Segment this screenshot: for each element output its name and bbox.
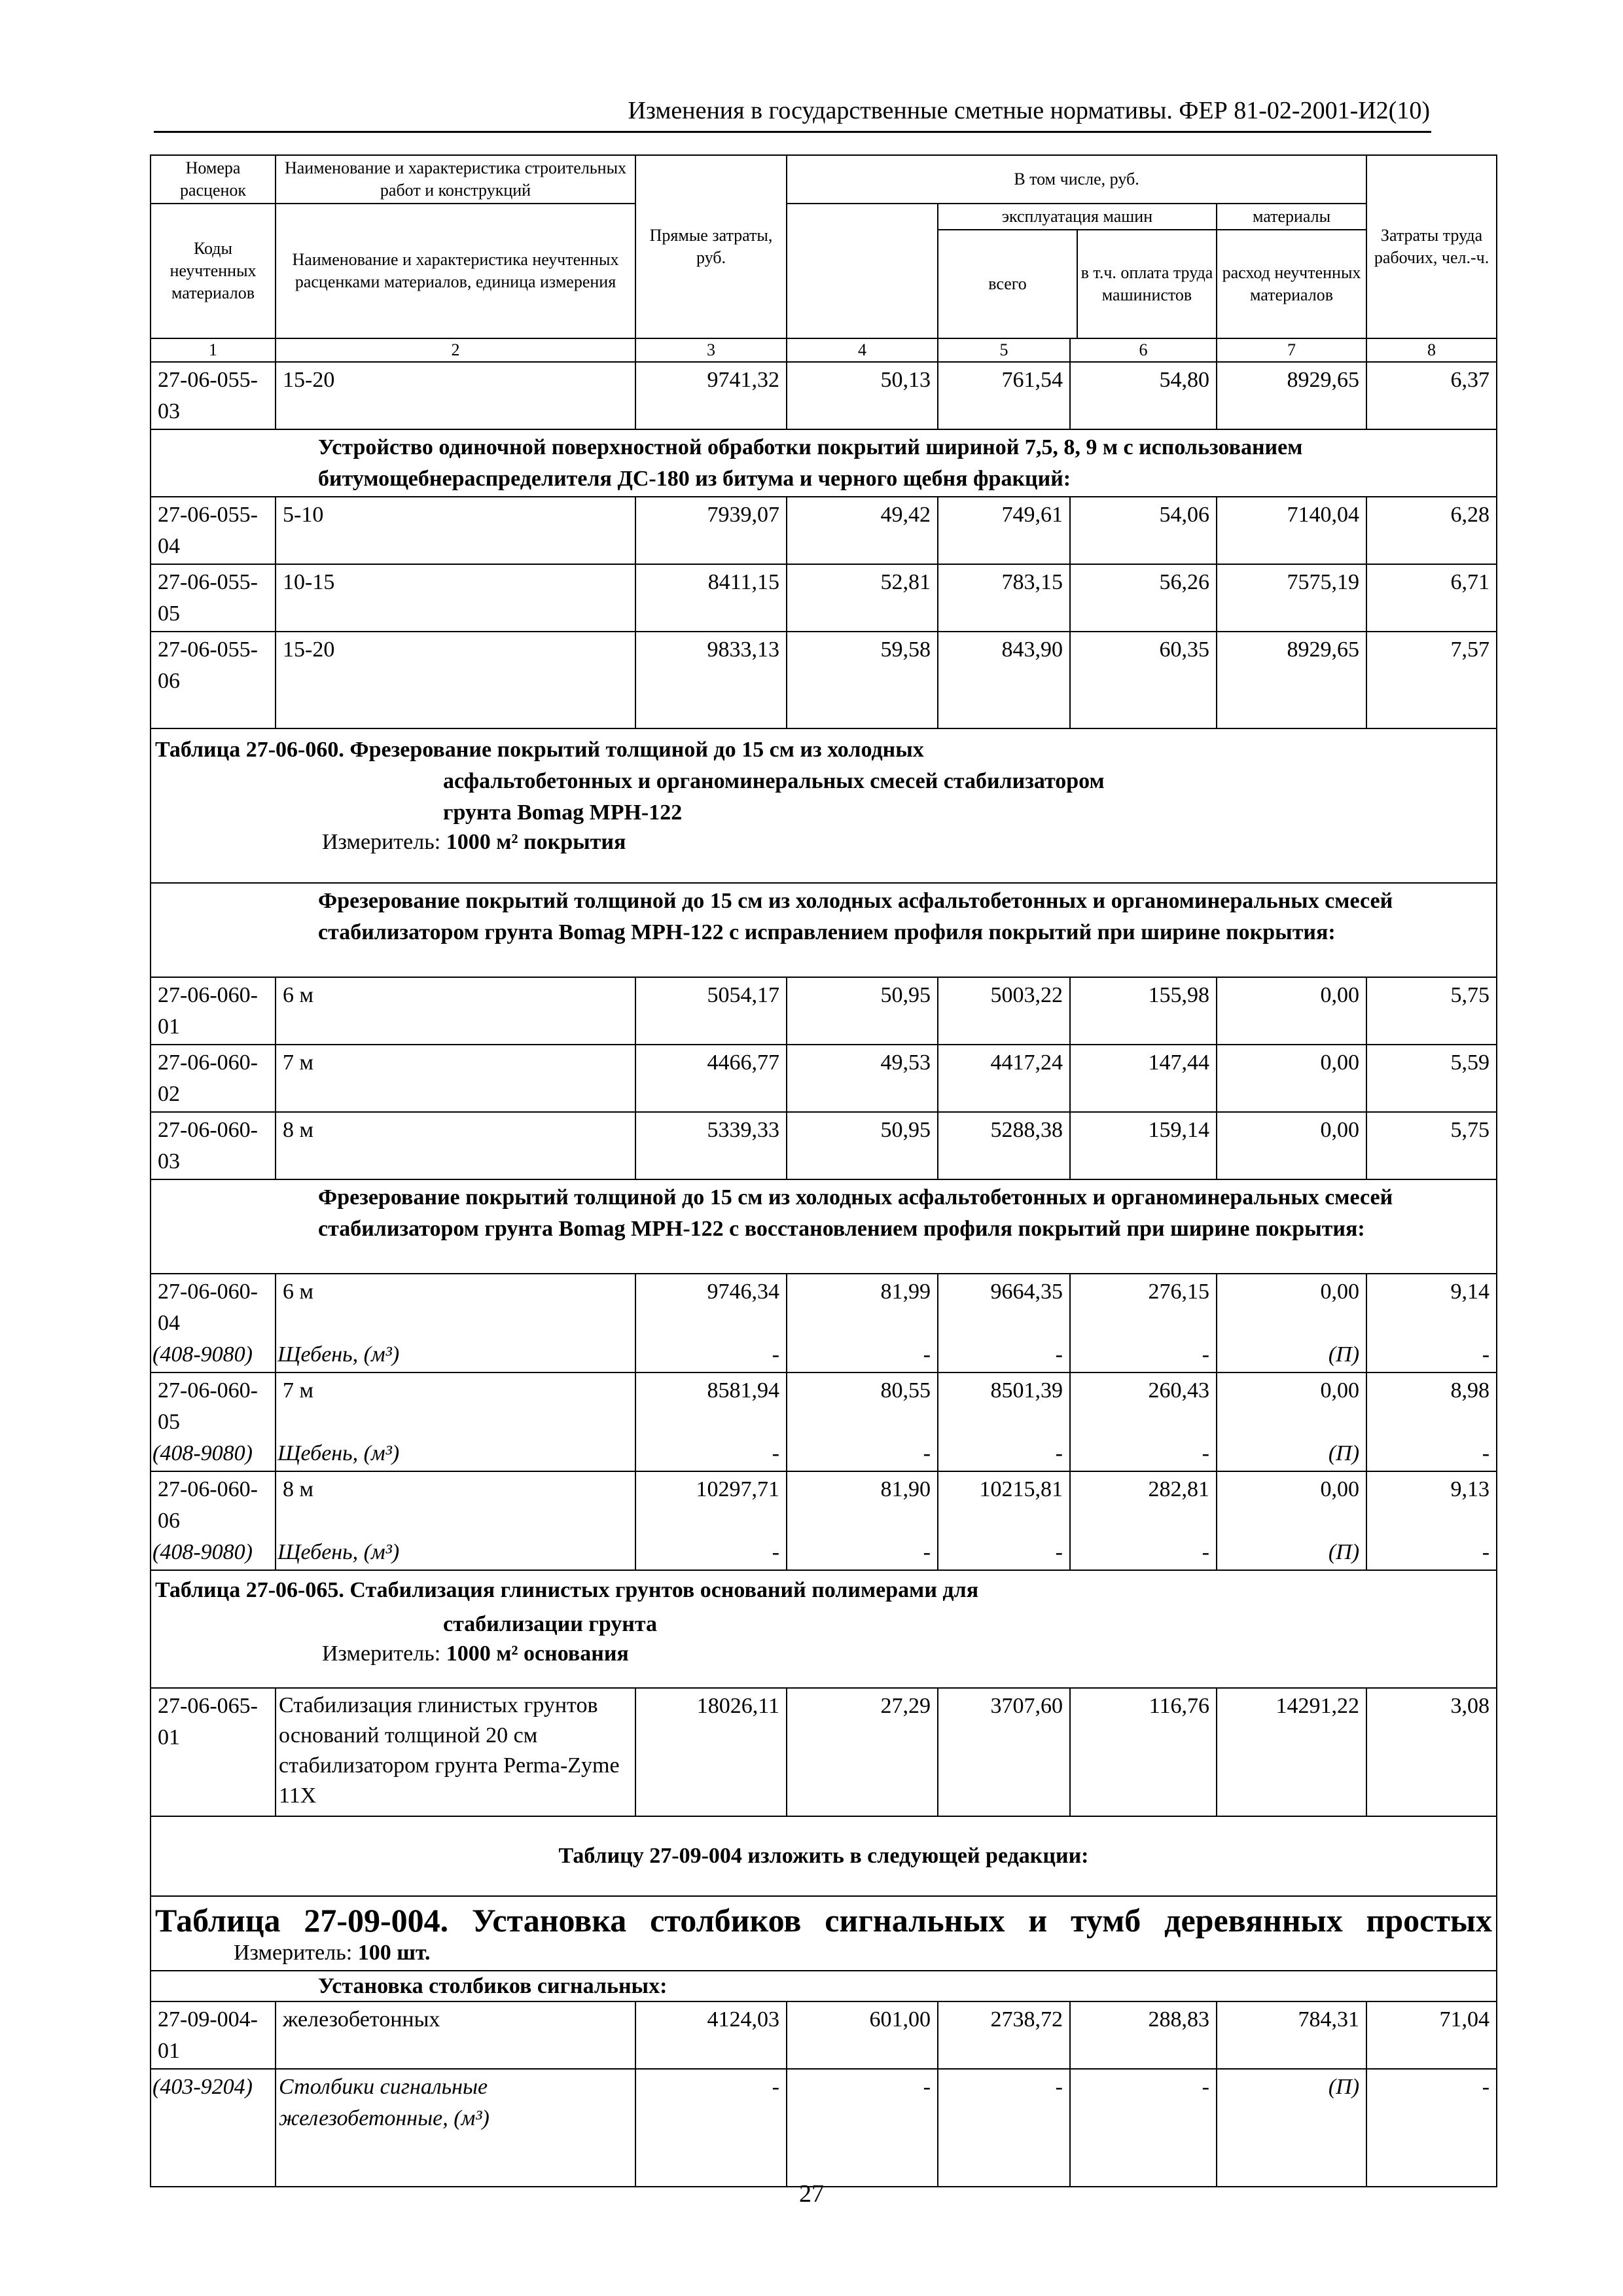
labor-hours: 9,14 [1450,1280,1490,1304]
direct-cost: 8411,15 [635,564,787,632]
rate-code: 27-06-060-01 [151,977,276,1045]
material-code: (408-9080) [152,1342,253,1367]
labor-pay: 80,55 [880,1378,931,1403]
labor-pay: 52,81 [787,564,938,632]
material-value: - [1482,1441,1490,1465]
col-head-machines-total: всего [938,230,1077,338]
page-number: 27 [799,2180,824,2208]
machinist-pay: 147,44 [1070,1045,1217,1112]
labor-hours: 6,28 [1366,497,1497,564]
table-row [151,497,1497,564]
table-row [151,2069,1497,2187]
material-code: (408-9080) [152,1540,253,1564]
col-number: 2 [276,338,635,362]
labor-pay: 49,53 [787,1045,938,1112]
labor-pay: 49,42 [787,497,938,564]
material-value: - [1202,1540,1209,1564]
col-head-material-codes: Коды неучтенных материалов [151,204,276,338]
table-title: Таблица 27-09-004. Установка столбиков сигнальных и тумб деревянных простых [155,1902,1492,1939]
table-row [151,564,1497,632]
labor-pay: 50,95 [787,977,938,1045]
material-value: - [1366,2069,1497,2187]
machinist-pay: 116,76 [1070,1688,1217,1816]
table-row [151,632,1497,728]
measure-unit: Измеритель: 100 шт. [234,1941,431,1965]
materials: 784,31 [1217,2001,1366,2069]
col-number: 3 [635,338,787,362]
materials: 7575,19 [1217,564,1366,632]
col-number: 4 [787,338,938,362]
labor-hours: 5,59 [1366,1045,1497,1112]
material-value: - [938,2069,1070,2187]
material-value: (П) [1328,1342,1360,1367]
labor-pay: 81,90 [880,1477,931,1501]
table-row [151,977,1497,1045]
labor-pay: 59,58 [787,632,938,728]
rate-name: 6 м [276,977,635,1045]
rate-name: Стабилизация глинистых грунтов оснований толщиной 20 см стабилизатором грунта Perma-Zyme 11X [276,1688,635,1816]
table-row [151,2001,1497,2069]
table-title-cont: стабилизации грунта [443,1612,658,1636]
materials: 0,00 [1217,1112,1366,1179]
material-value: (П) [1217,2069,1366,2187]
rate-name: 7 м [276,1045,635,1112]
rate-name: 6 м [283,1280,314,1304]
rate-code: 27-06-055-06 [151,632,276,728]
machines-total: 10215,81 [979,1477,1063,1501]
labor-hours: 3,08 [1366,1688,1497,1816]
measure-unit: Измеритель: 1000 м² основания [322,1641,629,1666]
material-value: - [923,1342,931,1367]
header-rule [154,131,1431,133]
materials: 7140,04 [1217,497,1366,564]
rate-name: 8 м [283,1477,314,1501]
rate-name: 8 м [276,1112,635,1179]
machines-total: 3707,60 [938,1688,1070,1816]
material-value: - [1482,1540,1490,1564]
rate-code: 27-06-060-05 [158,1378,258,1434]
machinist-pay: 159,14 [1070,1112,1217,1179]
direct-cost: 9833,13 [635,632,787,728]
materials: 14291,22 [1217,1688,1366,1816]
material-name: Щебень, (м³) [277,1342,400,1367]
material-value: (П) [1328,1540,1360,1564]
material-value: - [1055,1540,1063,1564]
labor-hours: 6,37 [1366,362,1497,429]
materials: 0,00 [1320,1280,1360,1304]
direct-cost: 7939,07 [635,497,787,564]
table-row [151,1471,1497,1570]
rate-name: 5-10 [276,497,635,564]
material-value: - [923,1540,931,1564]
material-name: Щебень, (м³) [277,1540,400,1564]
col-head-work-name: Наименование и характеристика строительных работ и конструкций [276,155,635,204]
col-number: 6 [1070,338,1217,362]
material-value: - [1055,1441,1063,1465]
labor-hours: 9,13 [1450,1477,1490,1501]
rate-name: 15-20 [276,632,635,728]
direct-cost: 5054,17 [635,977,787,1045]
labor-pay: 50,13 [787,362,938,429]
material-value: - [1055,1342,1063,1367]
measure-unit: Измеритель: 1000 м² покрытия [322,830,626,854]
labor-hours: 7,57 [1366,632,1497,728]
rate-code: 27-06-060-02 [151,1045,276,1112]
table-row [151,1688,1497,1816]
direct-cost: 9741,32 [635,362,787,429]
materials: 0,00 [1217,1045,1366,1112]
rate-code: 27-06-055-04 [151,497,276,564]
col-head-labor-hours: Затраты труда рабочих, чел.-ч. [1366,155,1497,338]
page-header-title: Изменения в государственные сметные нормативы. ФЕР 81-02-2001-И2(10) [628,97,1430,124]
col-number: 1 [151,338,276,362]
materials: 0,00 [1217,977,1366,1045]
col-number: 7 [1217,338,1366,362]
machines-total: 761,54 [938,362,1070,429]
materials: 8929,65 [1217,632,1366,728]
direct-cost: 9746,34 [707,1280,779,1304]
direct-cost: 18026,11 [635,1688,787,1816]
machinist-pay: 282,81 [1148,1477,1209,1501]
machines-total: 9664,35 [990,1280,1063,1304]
labor-hours: 6,71 [1366,564,1497,632]
labor-hours: 5,75 [1366,1112,1497,1179]
col-number: 8 [1366,338,1497,362]
section-heading: Фрезерование покрытий толщиной до 15 см из холодных асфальтобетонных и органоминеральных смесей стабилизатором грунта Bomag MPH-122 с исправлением профиля покрытий при ширине покрытия: [151,883,1497,977]
labor-pay: 27,29 [787,1688,938,1816]
machines-total: 2738,72 [938,2001,1070,2069]
machines-total: 843,90 [938,632,1070,728]
labor-pay: 81,99 [880,1280,931,1304]
material-code: (403-9204) [151,2069,276,2187]
rate-code: 27-06-060-03 [151,1112,276,1179]
machines-total: 4417,24 [938,1045,1070,1112]
machinist-pay: 276,15 [1148,1280,1209,1304]
material-value: - [1482,1342,1490,1367]
table-row [151,1045,1497,1112]
rate-name: железобетонных [276,2001,635,2069]
labor-hours: 71,04 [1366,2001,1497,2069]
section-heading: Установка столбиков сигнальных: [151,1971,1497,2001]
col-head-machinist-pay: в т.ч. оплата труда машинистов [1080,263,1213,304]
labor-hours: 5,75 [1366,977,1497,1045]
machinist-pay: 56,26 [1070,564,1217,632]
labor-pay: 601,00 [787,2001,938,2069]
materials: 0,00 [1320,1477,1360,1501]
col-head-rate-number: Номера расценок [151,155,276,204]
material-value: - [923,1441,931,1465]
col-number: 5 [938,338,1070,362]
col-head-machines: эксплуатация машин [938,204,1216,230]
material-value: - [772,1441,779,1465]
rates-table [150,154,1497,2187]
material-value: - [1202,1441,1209,1465]
material-value: - [772,1342,779,1367]
material-value: - [1202,1342,1209,1367]
table-title-cont: грунта Bomag MPH-122 [443,800,683,825]
machinist-pay: 60,35 [1070,632,1217,728]
rate-code: 27-06-055-05 [151,564,276,632]
table-title: Таблица 27-06-065. Стабилизация глинистых грунтов оснований полимерами для [155,1578,979,1602]
materials: 8929,65 [1217,362,1366,429]
machinist-pay: 54,06 [1070,497,1217,564]
rate-code: 27-06-060-06 [158,1477,258,1533]
table-row [151,1372,1497,1471]
table-row [151,362,1497,429]
col-head-including: В том числе, руб. [787,155,1366,204]
material-value: - [772,1540,779,1564]
direct-cost: 4466,77 [635,1045,787,1112]
col-head-direct-cost: Прямые затраты, руб. [635,155,787,338]
rate-code: 27-06-065-01 [151,1688,276,1816]
table-title-cont: асфальтобетонных и органоминеральных смесей стабилизатором [443,769,1105,793]
machines-total: 783,15 [938,564,1070,632]
material-value: - [635,2069,787,2187]
material-value: - [1070,2069,1217,2187]
labor-hours: 8,98 [1450,1378,1490,1403]
section-heading: Устройство одиночной поверхностной обработки покрытий шириной 7,5, 8, 9 м с использованием битумощебнераспределителя ДС-180 из битума и черного щебня фракций: [151,429,1497,497]
rate-name: 7 м [283,1378,314,1403]
rate-code: 27-06-060-04 [158,1280,258,1335]
machinist-pay: 155,98 [1070,977,1217,1045]
material-value: (П) [1328,1441,1360,1465]
table-row [151,1112,1497,1179]
machines-total: 749,61 [938,497,1070,564]
labor-pay: 50,95 [787,1112,938,1179]
material-code: (408-9080) [152,1441,253,1465]
direct-cost: 4124,03 [635,2001,787,2069]
machines-total: 5003,22 [938,977,1070,1045]
col-head-material-name: Наименование и характеристика неучтенных расценками материалов, единица измерения [276,204,635,338]
machinist-pay: 260,43 [1148,1378,1209,1403]
direct-cost: 10297,71 [696,1477,779,1501]
section-heading: Фрезерование покрытий толщиной до 15 см из холодных асфальтобетонных и органоминеральных смесей стабилизатором грунта Bomag MPH-122 с восстановлением профиля покрытий при ширине покрытия: [151,1179,1497,1274]
table-row [151,1274,1497,1372]
machines-total: 5288,38 [938,1112,1070,1179]
material-name: Столбики сигнальные железобетонные, (м³) [276,2069,635,2187]
machines-total: 8501,39 [990,1378,1063,1403]
material-value: - [787,2069,938,2187]
col-head-material-usage: расход неучтенных материалов [1222,263,1361,304]
rate-code: 27-06-055-03 [151,362,276,429]
rate-name: 10-15 [276,564,635,632]
rate-name: 15-20 [276,362,635,429]
material-name: Щебень, (м³) [277,1441,400,1465]
machinist-pay: 54,80 [1070,362,1217,429]
direct-cost: 8581,94 [707,1378,779,1403]
table-title: Таблица 27-06-060. Фрезерование покрытий толщиной до 15 см из холодных [155,738,924,762]
materials: 0,00 [1320,1378,1360,1403]
rate-code: 27-09-004-01 [151,2001,276,2069]
col-head-materials: материалы [1217,204,1366,230]
edit-notice: Таблицу 27-09-004 изложить в следующей редакции: [151,1816,1497,1896]
direct-cost: 5339,33 [635,1112,787,1179]
machinist-pay: 288,83 [1070,2001,1217,2069]
